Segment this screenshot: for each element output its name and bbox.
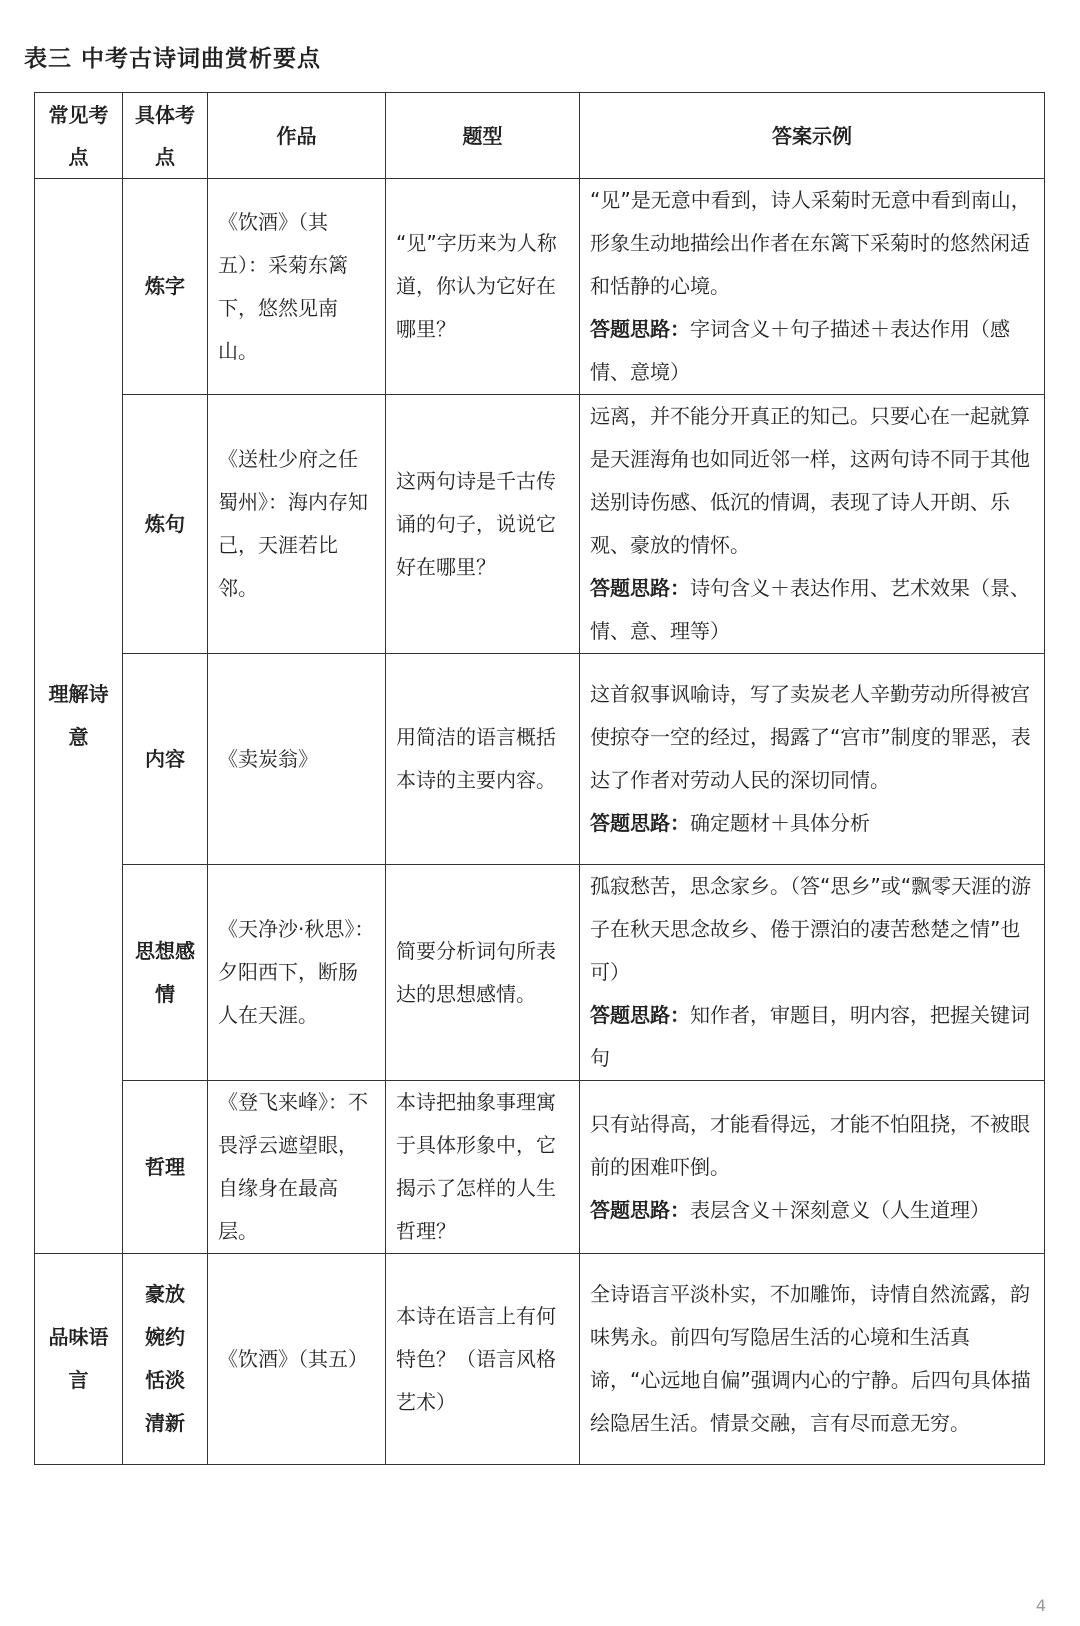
table-row [35,395,1045,654]
answer-cell [580,865,1045,1081]
table-row [35,865,1045,1081]
answer-text: 只有站得高，才能看得远，才能不怕阻挠，不被眼前的困难吓倒。 [590,1111,1030,1179]
sub-point: 内容 [123,654,208,865]
answer-text: 孤寂愁苦，思念家乡。（答“思乡”或“飘零天涯的游子在秋天思念故乡、倦于漂泊的凄苦愁楚之情”也可） [590,874,1032,984]
category-understanding: 理解诗意 [35,179,123,1254]
table-row [35,654,1045,865]
answer-text: 这首叙事讽喻诗，写了卖炭老人辛勤劳动所得被宫使掠夺一空的经过，揭露了“宫市”制度的罪恶，表达了作者对劳动人民的深切同情。 [590,682,1031,792]
document-title: 表三 中考古诗词曲赏析要点 [24,46,322,72]
think-label: 答题思路： [590,317,690,341]
work-cell: 《登飞来峰》：不畏浮云遮望眼，自缘身在最高层。 [208,1081,386,1254]
header-qtype: 题型 [386,93,580,179]
answer-cell [580,1081,1045,1254]
think-text: 确定题材＋具体分析 [690,811,870,835]
work-cell: 《送杜少府之任蜀州》：海内存知己，天涯若比邻。 [208,395,386,654]
header-sub: 具体考点 [123,93,208,179]
sub-point-styles [123,1254,208,1465]
question-cell: “见”字历来为人称道，你认为它好在哪里？ [386,179,580,395]
work-cell: 《饮酒》（其五）：采菊东篱下，悠然见南山。 [208,179,386,395]
style-label: 清新 [145,1411,185,1435]
header-cat: 常见考点 [35,93,123,179]
think-label: 答题思路： [590,1197,690,1222]
think-text: 表层含义＋深刻意义（人生道理） [690,1197,990,1222]
appreciation-table [34,92,1045,1465]
work-cell: 《卖炭翁》 [208,654,386,865]
answer-text: “见”是无意中看到，诗人采菊时无意中看到南山，形象生动地描绘出作者在东篱下采菊时的悠然闲适和恬静的心境。 [590,188,1031,298]
header-row [35,93,1045,179]
sub-point: 炼字 [123,179,208,395]
question-cell: 这两句诗是千古传诵的句子，说说它好在哪里？ [386,395,580,654]
style-label: 豪放 [145,1282,185,1306]
sub-point: 思想感情 [123,865,208,1081]
answer-cell: 全诗语言平淡朴实，不加雕饰，诗情自然流露，韵味隽永。前四句写隐居生活的心境和生活真谛，“心远地自偏”强调内心的宁静。后四句具体描绘隐居生活。情景交融，言有尽而意无穷。 [580,1254,1045,1465]
table-row [35,1081,1045,1254]
sub-point: 炼句 [123,395,208,654]
answer-text: 远离，并不能分开真正的知己。只要心在一起就算是天涯海角也如同近邻一样，这两句诗不同于其他送别诗伤感、低沉的情调，表现了诗人开朗、乐观、豪放的情怀。 [590,404,1030,557]
work-cell: 《饮酒》（其五） [208,1254,386,1465]
table-row [35,1254,1045,1465]
question-cell: 本诗在语言上有何特色？（语言风格艺术） [386,1254,580,1465]
think-label: 答题思路： [590,1003,690,1027]
question-cell: 本诗把抽象事理寓于具体形象中，它揭示了怎样的人生哲理？ [386,1081,580,1254]
page-number: 4 [1035,1596,1046,1615]
answer-cell [580,179,1045,395]
style-label: 恬淡 [145,1368,185,1392]
work-cell: 《天净沙·秋思》：夕阳西下，断肠人在天涯。 [208,865,386,1081]
think-text: 知作者，审题目，明内容，把握关键词句 [590,1003,1030,1070]
think-text: 诗句含义＋表达作用、艺术效果（景、情、意、理等） [590,576,1030,643]
think-label: 答题思路： [590,576,690,600]
question-cell: 简要分析词句所表达的思想感情。 [386,865,580,1081]
table-row [35,179,1045,395]
style-label: 婉约 [145,1325,185,1349]
header-answer: 答案示例 [580,93,1045,179]
think-label: 答题思路： [590,811,690,835]
answer-cell [580,395,1045,654]
category-language: 品味语言 [35,1254,123,1465]
answer-cell [580,654,1045,865]
sub-point: 哲理 [123,1081,208,1254]
header-work: 作品 [208,93,386,179]
question-cell: 用简洁的语言概括本诗的主要内容。 [386,654,580,865]
think-text: 字词含义＋句子描述＋表达作用（感情、意境） [590,317,1010,384]
